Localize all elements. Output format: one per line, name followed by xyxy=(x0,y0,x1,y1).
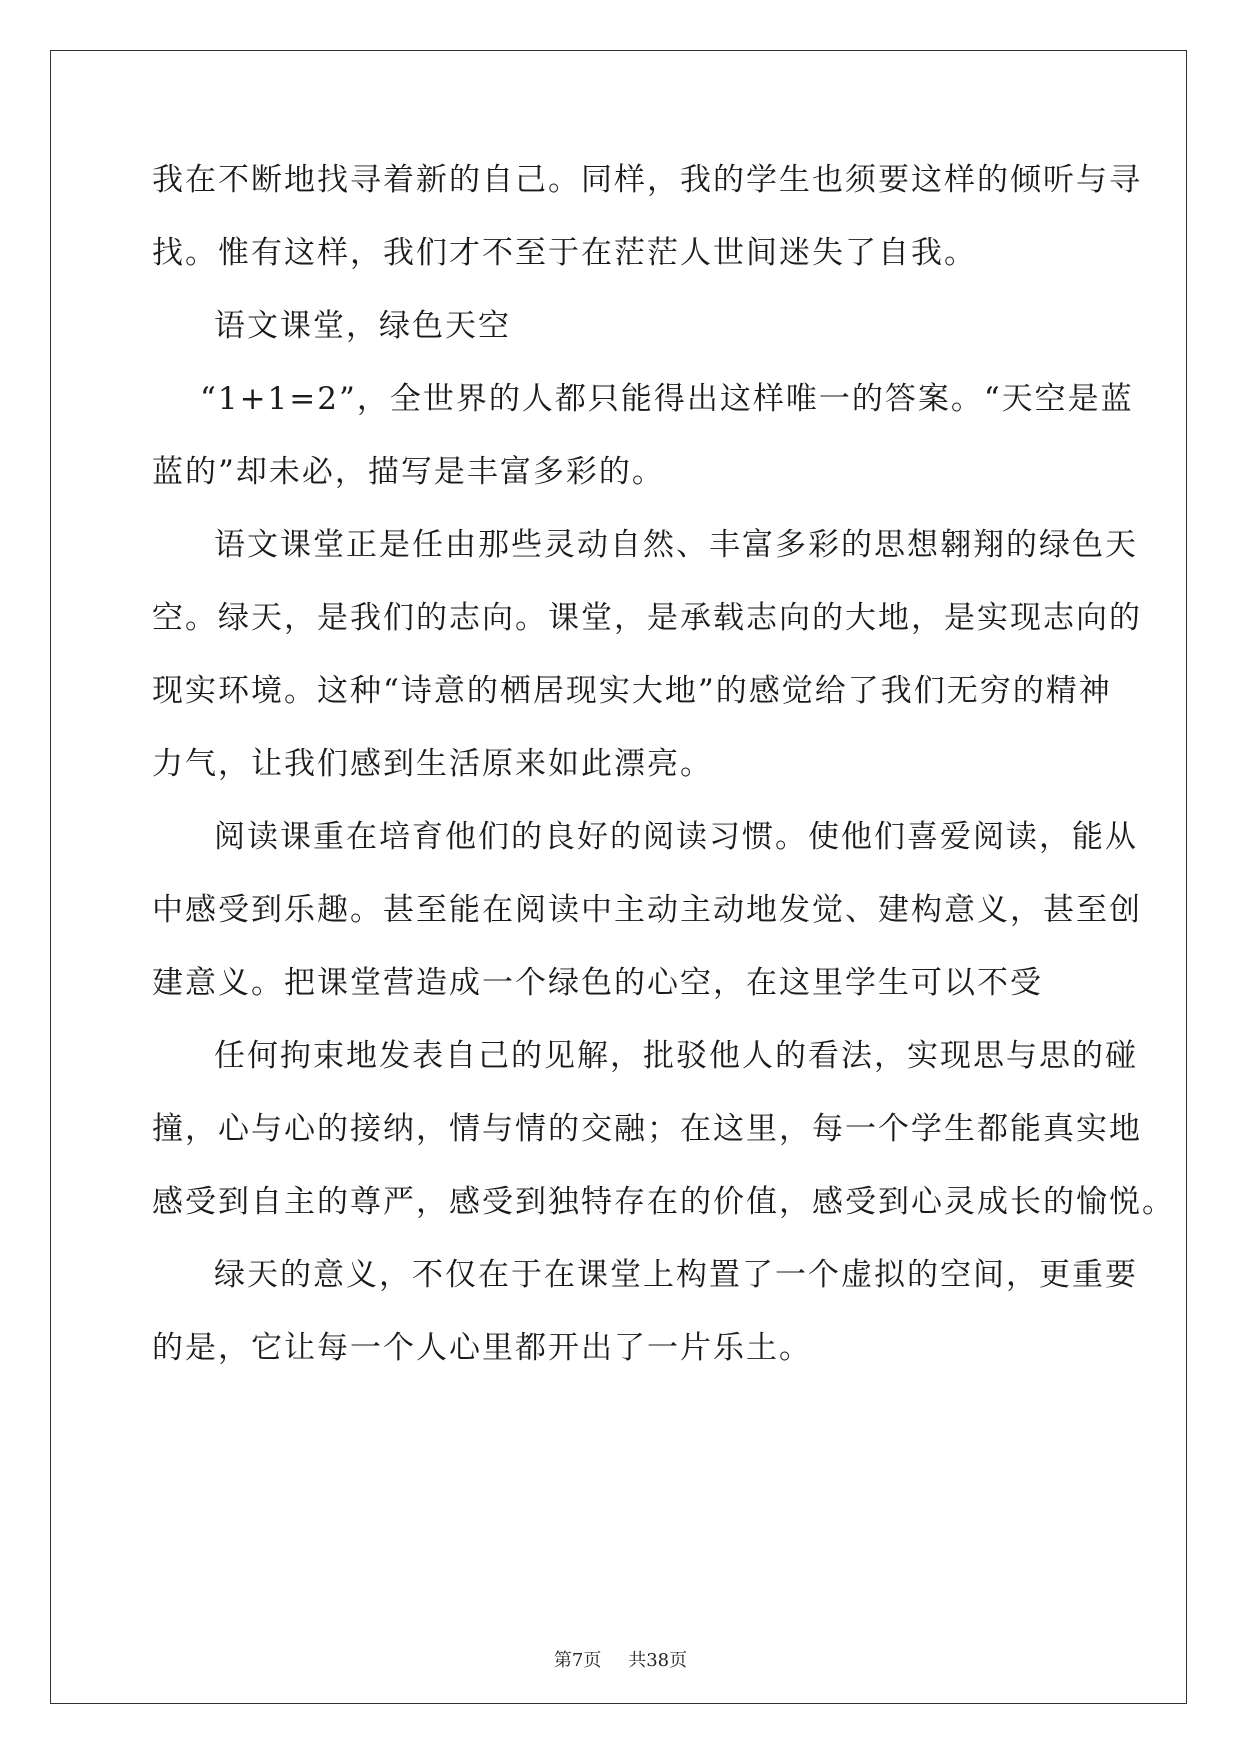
section-heading: 语文课堂，绿色天空 xyxy=(214,308,511,344)
text-line: 力气，让我们感到生活原来如此漂亮。 xyxy=(152,746,713,782)
text-line: 我在不断地找寻着新的自己。同样，我的学生也须要这样的倾听与寻 xyxy=(152,162,1142,198)
text-line: 的是，它让每一个人心里都开出了一片乐土。 xyxy=(152,1330,812,1366)
text-line: 阅读课重在培育他们的良好的阅读习惯。使他们喜爱阅读，能从 xyxy=(214,819,1138,855)
text-line: 语文课堂正是任由那些灵动自然、丰富多彩的思想翱翔的绿色天 xyxy=(214,527,1138,563)
text-line: 感受到自主的尊严，感受到独特存在的价值，感受到心灵成长的愉悦。 xyxy=(152,1184,1175,1220)
page-footer xyxy=(0,1646,1241,1672)
text-line: 任何拘束地发表自己的见解，批驳他人的看法，实现思与思的碰 xyxy=(214,1038,1138,1074)
text-line: 空。绿天，是我们的志向。课堂，是承载志向的大地，是实现志向的 xyxy=(152,600,1142,636)
page-total: 共38页 xyxy=(628,1650,688,1671)
page-number: 第7页 xyxy=(553,1650,602,1671)
text-line: 绿天的意义，不仅在于在课堂上构置了一个虚拟的空间，更重要 xyxy=(214,1257,1138,1293)
text-line: 找。惟有这样，我们才不至于在茫茫人世间迷失了自我。 xyxy=(152,235,977,271)
text-line: 撞，心与心的接纳，情与情的交融；在这里，每一个学生都能真实地 xyxy=(152,1111,1142,1147)
text-line: “1+1=2”，全世界的人都只能得出这样唯一的答案。“天空是蓝 xyxy=(200,381,1134,417)
text-line: 中感受到乐趣。甚至能在阅读中主动主动地发觉、建构意义，甚至创 xyxy=(152,892,1142,928)
text-line: 蓝的”却未必，描写是丰富多彩的。 xyxy=(152,454,665,490)
page-border xyxy=(50,50,1187,1704)
text-line: 现实环境。这种“诗意的栖居现实大地”的感觉给了我们无穷的精神 xyxy=(152,673,1112,709)
text-line: 建意义。把课堂营造成一个绿色的心空，在这里学生可以不受 xyxy=(152,965,1043,1001)
